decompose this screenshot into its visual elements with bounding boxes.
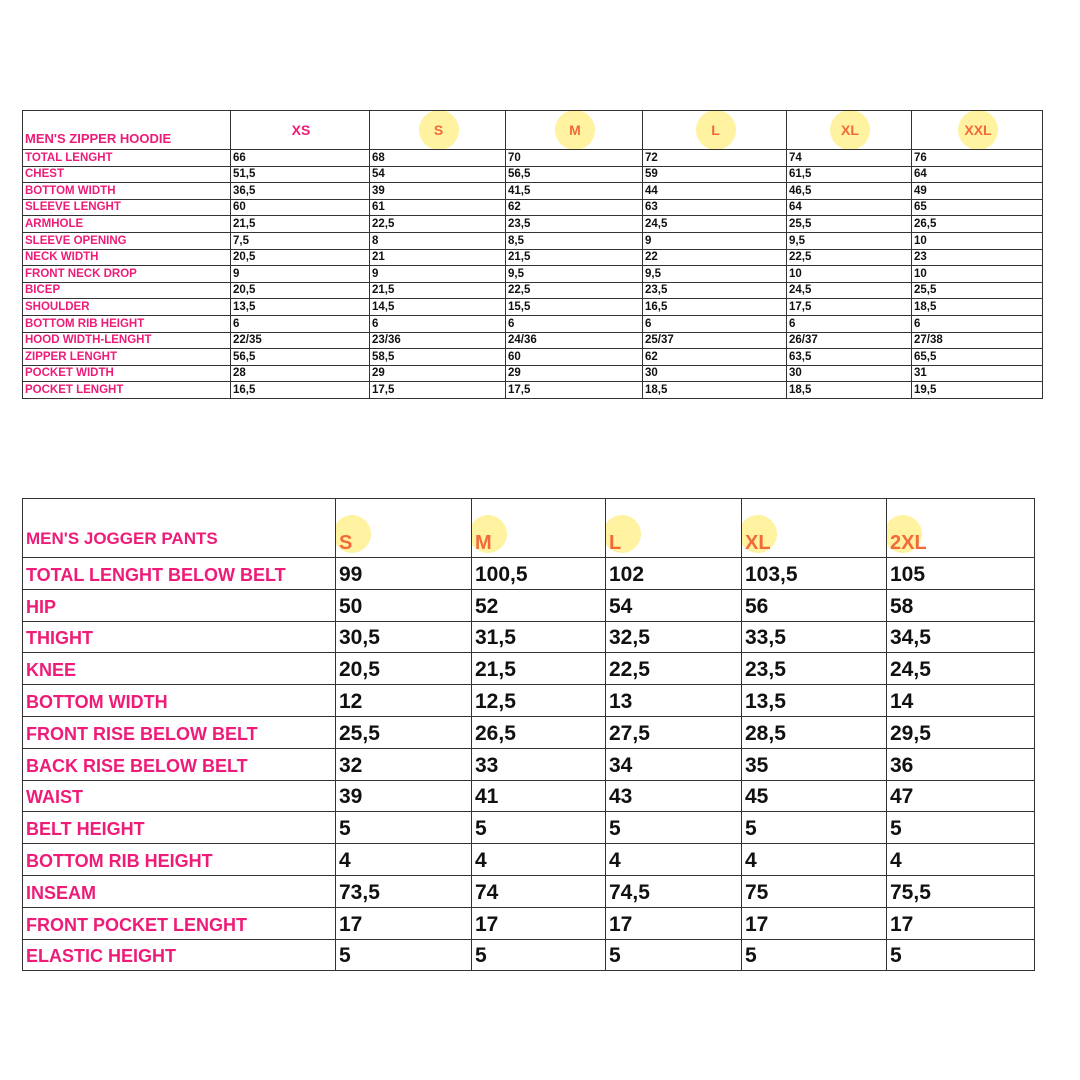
measurement-value: 15,5 <box>506 299 643 316</box>
table-title: MEN'S ZIPPER HOODIE <box>23 111 231 150</box>
measurement-label: SHOULDER <box>23 299 231 316</box>
measurement-value: 10 <box>912 232 1043 249</box>
measurement-value: 9,5 <box>787 232 912 249</box>
table-row <box>23 365 1043 382</box>
measurement-value: 12,5 <box>472 685 606 717</box>
measurement-value: 41 <box>472 780 606 812</box>
measurement-value: 6 <box>231 315 370 332</box>
measurement-value: 5 <box>742 812 887 844</box>
measurement-value: 22/35 <box>231 332 370 349</box>
measurement-value: 74 <box>787 150 912 167</box>
measurement-value: 22,5 <box>787 249 912 266</box>
measurement-value: 61 <box>370 199 506 216</box>
measurement-value: 21,5 <box>231 216 370 233</box>
measurement-value: 17 <box>336 907 472 939</box>
measurement-value: 31 <box>912 365 1043 382</box>
measurement-label: BOTTOM RIB HEIGHT <box>23 315 231 332</box>
measurement-value: 23,5 <box>506 216 643 233</box>
table-row <box>23 232 1043 249</box>
size-label: S <box>433 121 444 138</box>
measurement-value: 23,5 <box>742 653 887 685</box>
measurement-value: 6 <box>506 315 643 332</box>
measurement-value: 30 <box>643 365 787 382</box>
measurement-label: TOTAL LENGHT BELOW BELT <box>23 558 336 590</box>
measurement-label: THIGHT <box>23 621 336 653</box>
measurement-value: 13 <box>606 685 742 717</box>
measurement-value: 60 <box>231 199 370 216</box>
size-header-cell <box>643 111 787 150</box>
measurement-value: 9 <box>370 266 506 283</box>
measurement-value: 4 <box>472 844 606 876</box>
measurement-value: 12 <box>336 685 472 717</box>
measurement-value: 32 <box>336 748 472 780</box>
measurement-value: 35 <box>742 748 887 780</box>
measurement-label: BOTTOM WIDTH <box>23 685 336 717</box>
measurement-value: 17 <box>606 907 742 939</box>
measurement-value: 33,5 <box>742 621 887 653</box>
measurement-value: 21 <box>370 249 506 266</box>
table-row <box>23 558 1035 590</box>
measurement-value: 100,5 <box>472 558 606 590</box>
measurement-value: 25,5 <box>336 716 472 748</box>
measurement-value: 4 <box>606 844 742 876</box>
table-row <box>23 199 1043 216</box>
measurement-value: 47 <box>887 780 1035 812</box>
measurement-value: 76 <box>912 150 1043 167</box>
measurement-value: 58 <box>887 589 1035 621</box>
table-title: MEN'S JOGGER PANTS <box>23 499 336 558</box>
measurement-label: POCKET LENGHT <box>23 382 231 399</box>
measurement-value: 62 <box>643 349 787 366</box>
table-row <box>23 685 1035 717</box>
measurement-value: 6 <box>370 315 506 332</box>
measurement-value: 21,5 <box>472 653 606 685</box>
size-label: L <box>711 121 720 138</box>
measurement-label: BOTTOM WIDTH <box>23 183 231 200</box>
measurement-value: 30,5 <box>336 621 472 653</box>
measurement-value: 56,5 <box>506 166 643 183</box>
measurement-value: 63,5 <box>787 349 912 366</box>
measurement-value: 23 <box>912 249 1043 266</box>
measurement-label: HOOD WIDTH-LENGHT <box>23 332 231 349</box>
measurement-value: 8 <box>370 232 506 249</box>
table-row <box>23 249 1043 266</box>
measurement-value: 17 <box>472 907 606 939</box>
measurement-value: 73,5 <box>336 875 472 907</box>
measurement-value: 17,5 <box>506 382 643 399</box>
measurement-value: 74 <box>472 875 606 907</box>
measurement-label: FRONT POCKET LENGHT <box>23 907 336 939</box>
measurement-value: 50 <box>336 589 472 621</box>
table-row <box>23 812 1035 844</box>
measurement-value: 26,5 <box>472 716 606 748</box>
measurement-value: 5 <box>472 812 606 844</box>
measurement-value: 10 <box>912 266 1043 283</box>
table-row <box>23 939 1035 971</box>
measurement-label: FRONT NECK DROP <box>23 266 231 283</box>
measurement-value: 34,5 <box>887 621 1035 653</box>
measurement-value: 29,5 <box>887 716 1035 748</box>
size-label: M <box>475 529 492 557</box>
measurement-value: 75 <box>742 875 887 907</box>
measurement-value: 9 <box>643 232 787 249</box>
size-label: XS <box>291 121 311 138</box>
measurement-value: 17,5 <box>370 382 506 399</box>
table-row <box>23 166 1043 183</box>
table-row <box>23 183 1043 200</box>
table-row <box>23 653 1035 685</box>
measurement-label: BICEP <box>23 282 231 299</box>
measurement-value: 5 <box>336 939 472 971</box>
measurement-value: 16,5 <box>231 382 370 399</box>
measurement-value: 65,5 <box>912 349 1043 366</box>
measurement-value: 105 <box>887 558 1035 590</box>
measurement-value: 25,5 <box>912 282 1043 299</box>
size-header-cell <box>887 499 1035 558</box>
measurement-value: 33 <box>472 748 606 780</box>
measurement-value: 54 <box>370 166 506 183</box>
measurement-value: 18,5 <box>912 299 1043 316</box>
measurement-label: WAIST <box>23 780 336 812</box>
measurement-value: 66 <box>231 150 370 167</box>
measurement-value: 5 <box>606 939 742 971</box>
measurement-value: 14 <box>887 685 1035 717</box>
measurement-value: 21,5 <box>370 282 506 299</box>
measurement-value: 64 <box>787 199 912 216</box>
measurement-value: 5 <box>606 812 742 844</box>
measurement-value: 6 <box>643 315 787 332</box>
measurement-value: 44 <box>643 183 787 200</box>
measurement-value: 6 <box>912 315 1043 332</box>
measurement-value: 64 <box>912 166 1043 183</box>
measurement-value: 23/36 <box>370 332 506 349</box>
measurement-value: 103,5 <box>742 558 887 590</box>
measurement-value: 63 <box>643 199 787 216</box>
measurement-value: 45 <box>742 780 887 812</box>
measurement-value: 20,5 <box>231 249 370 266</box>
size-label: S <box>339 529 352 557</box>
size-header-cell <box>606 499 742 558</box>
table-row <box>23 748 1035 780</box>
measurement-value: 75,5 <box>887 875 1035 907</box>
measurement-value: 6 <box>787 315 912 332</box>
measurement-value: 26/37 <box>787 332 912 349</box>
measurement-value: 49 <box>912 183 1043 200</box>
measurement-value: 23,5 <box>643 282 787 299</box>
measurement-value: 70 <box>506 150 643 167</box>
table-row <box>23 780 1035 812</box>
measurement-value: 28,5 <box>742 716 887 748</box>
table-row <box>23 716 1035 748</box>
measurement-value: 13,5 <box>231 299 370 316</box>
table-row <box>23 589 1035 621</box>
measurement-value: 14,5 <box>370 299 506 316</box>
measurement-value: 20,5 <box>336 653 472 685</box>
size-label: XL <box>841 121 859 138</box>
size-header-cell <box>787 111 912 150</box>
measurement-value: 46,5 <box>787 183 912 200</box>
measurement-value: 26,5 <box>912 216 1043 233</box>
measurement-value: 22,5 <box>370 216 506 233</box>
measurement-value: 68 <box>370 150 506 167</box>
measurement-value: 22 <box>643 249 787 266</box>
measurement-value: 13,5 <box>742 685 887 717</box>
measurement-value: 59 <box>643 166 787 183</box>
measurement-value: 22,5 <box>606 653 742 685</box>
measurement-value: 24/36 <box>506 332 643 349</box>
measurement-value: 17,5 <box>787 299 912 316</box>
measurement-value: 18,5 <box>643 382 787 399</box>
measurement-value: 54 <box>606 589 742 621</box>
measurement-value: 9,5 <box>506 266 643 283</box>
measurement-value: 19,5 <box>912 382 1043 399</box>
size-label: M <box>569 121 581 138</box>
size-label: L <box>609 529 621 557</box>
measurement-value: 17 <box>887 907 1035 939</box>
measurement-value: 51,5 <box>231 166 370 183</box>
measurement-label: KNEE <box>23 653 336 685</box>
measurement-value: 28 <box>231 365 370 382</box>
measurement-label: NECK WIDTH <box>23 249 231 266</box>
table-row <box>23 621 1035 653</box>
measurement-value: 16,5 <box>643 299 787 316</box>
measurement-value: 8,5 <box>506 232 643 249</box>
measurement-value: 5 <box>887 939 1035 971</box>
measurement-value: 32,5 <box>606 621 742 653</box>
table-row <box>23 216 1043 233</box>
measurement-value: 74,5 <box>606 875 742 907</box>
measurement-value: 60 <box>506 349 643 366</box>
measurement-label: FRONT RISE BELOW BELT <box>23 716 336 748</box>
measurement-label: SLEEVE LENGHT <box>23 199 231 216</box>
measurement-label: ARMHOLE <box>23 216 231 233</box>
measurement-value: 29 <box>370 365 506 382</box>
measurement-label: TOTAL LENGHT <box>23 150 231 167</box>
measurement-value: 65 <box>912 199 1043 216</box>
measurement-value: 4 <box>742 844 887 876</box>
measurement-value: 39 <box>336 780 472 812</box>
measurement-value: 5 <box>336 812 472 844</box>
measurement-value: 27/38 <box>912 332 1043 349</box>
measurement-value: 61,5 <box>787 166 912 183</box>
header-row <box>23 499 1035 558</box>
hoodie-size-table <box>22 110 1043 399</box>
measurement-value: 24,5 <box>887 653 1035 685</box>
table-row <box>23 299 1043 316</box>
measurement-value: 5 <box>472 939 606 971</box>
measurement-value: 25,5 <box>787 216 912 233</box>
measurement-value: 17 <box>742 907 887 939</box>
measurement-value: 5 <box>887 812 1035 844</box>
size-header-cell <box>336 499 472 558</box>
measurement-value: 39 <box>370 183 506 200</box>
measurement-value: 36,5 <box>231 183 370 200</box>
measurement-value: 30 <box>787 365 912 382</box>
measurement-value: 9,5 <box>643 266 787 283</box>
measurement-value: 24,5 <box>787 282 912 299</box>
size-header-cell <box>506 111 643 150</box>
measurement-value: 36 <box>887 748 1035 780</box>
table-row <box>23 844 1035 876</box>
measurement-label: INSEAM <box>23 875 336 907</box>
measurement-value: 34 <box>606 748 742 780</box>
size-header-cell <box>742 499 887 558</box>
measurement-value: 20,5 <box>231 282 370 299</box>
measurement-value: 9 <box>231 266 370 283</box>
size-header-cell <box>912 111 1043 150</box>
measurement-value: 52 <box>472 589 606 621</box>
measurement-value: 72 <box>643 150 787 167</box>
measurement-label: BELT HEIGHT <box>23 812 336 844</box>
measurement-value: 102 <box>606 558 742 590</box>
size-label: XXL <box>964 121 992 138</box>
measurement-value: 18,5 <box>787 382 912 399</box>
measurement-value: 43 <box>606 780 742 812</box>
measurement-value: 58,5 <box>370 349 506 366</box>
header-row <box>23 111 1043 150</box>
table-row <box>23 332 1043 349</box>
table-row <box>23 266 1043 283</box>
measurement-value: 99 <box>336 558 472 590</box>
table-row <box>23 875 1035 907</box>
measurement-value: 31,5 <box>472 621 606 653</box>
measurement-value: 24,5 <box>643 216 787 233</box>
size-header-cell <box>231 111 370 150</box>
measurement-value: 27,5 <box>606 716 742 748</box>
measurement-value: 41,5 <box>506 183 643 200</box>
table-row <box>23 907 1035 939</box>
measurement-label: ZIPPER LENGHT <box>23 349 231 366</box>
measurement-label: BACK RISE BELOW BELT <box>23 748 336 780</box>
measurement-value: 56,5 <box>231 349 370 366</box>
measurement-label: BOTTOM RIB HEIGHT <box>23 844 336 876</box>
measurement-value: 4 <box>887 844 1035 876</box>
table-row <box>23 382 1043 399</box>
size-header-cell <box>472 499 606 558</box>
measurement-value: 25/37 <box>643 332 787 349</box>
measurement-value: 21,5 <box>506 249 643 266</box>
measurement-label: CHEST <box>23 166 231 183</box>
measurement-value: 10 <box>787 266 912 283</box>
measurement-value: 29 <box>506 365 643 382</box>
measurement-value: 7,5 <box>231 232 370 249</box>
table-row <box>23 150 1043 167</box>
measurement-value: 62 <box>506 199 643 216</box>
measurement-value: 4 <box>336 844 472 876</box>
measurement-label: HIP <box>23 589 336 621</box>
measurement-label: ELASTIC HEIGHT <box>23 939 336 971</box>
measurement-value: 56 <box>742 589 887 621</box>
measurement-value: 5 <box>742 939 887 971</box>
size-label: XL <box>745 529 771 557</box>
jogger-size-table <box>22 498 1035 971</box>
table-row <box>23 282 1043 299</box>
measurement-value: 22,5 <box>506 282 643 299</box>
size-label: 2XL <box>890 529 927 557</box>
table-row <box>23 315 1043 332</box>
measurement-label: POCKET WIDTH <box>23 365 231 382</box>
measurement-label: SLEEVE OPENING <box>23 232 231 249</box>
size-header-cell <box>370 111 506 150</box>
table-row <box>23 349 1043 366</box>
